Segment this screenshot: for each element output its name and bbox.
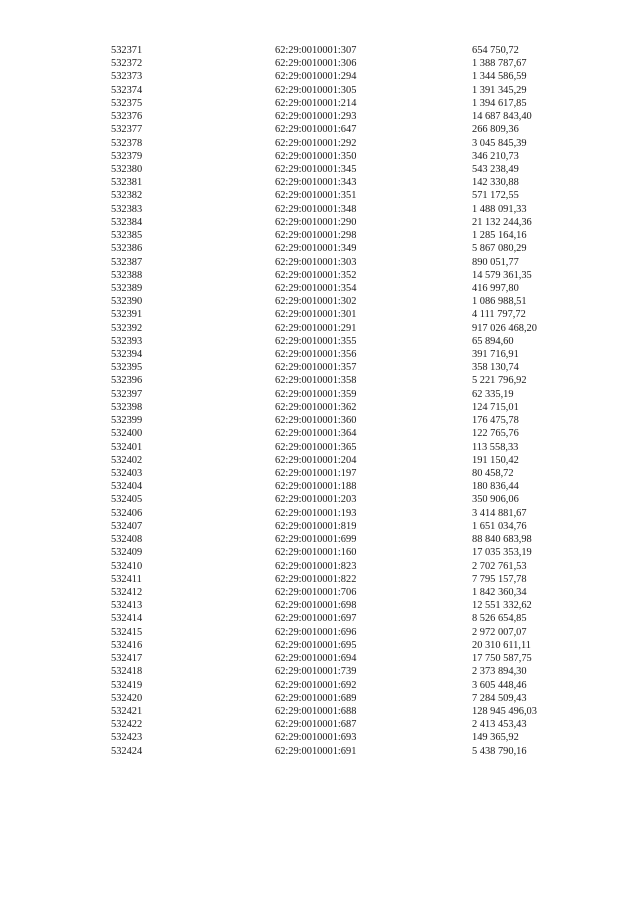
cadastral-number-cell: 62:29:0010001:355 — [275, 335, 357, 347]
cadastral-number-cell: 62:29:0010001:739 — [275, 666, 357, 678]
cadastral-value-cell: 5 221 796,92 — [472, 375, 527, 387]
cadastral-number-cell: 62:29:0010001:687 — [275, 719, 357, 731]
table-row — [0, 665, 640, 678]
cadastral-value-cell: 3 605 448,46 — [472, 679, 527, 691]
cadastral-number-cell: 62:29:0010001:822 — [275, 573, 357, 585]
row-number-cell: 532372 — [111, 58, 143, 70]
cadastral-value-cell: 80 458,72 — [472, 468, 514, 479]
row-number-cell: 532385 — [111, 230, 143, 242]
table-row — [0, 573, 640, 586]
row-number-cell: 532395 — [111, 362, 143, 374]
cadastral-value-cell: 890 051,77 — [472, 256, 519, 268]
cadastral-number-cell: 62:29:0010001:698 — [275, 600, 357, 612]
cadastral-number-cell: 62:29:0010001:694 — [275, 653, 357, 665]
row-number-cell: 532394 — [111, 349, 143, 361]
table-row — [0, 639, 640, 652]
cadastral-number-cell: 62:29:0010001:188 — [275, 481, 357, 493]
cadastral-number-cell: 62:29:0010001:294 — [275, 71, 357, 83]
row-number-cell: 532410 — [111, 560, 143, 572]
table-row — [0, 150, 640, 163]
row-number-cell: 532424 — [111, 745, 143, 757]
cadastral-value-cell: 416 997,80 — [472, 282, 519, 294]
table-row — [0, 467, 640, 480]
cadastral-value-cell: 1 394 617,85 — [472, 97, 527, 109]
cadastral-number-cell: 62:29:0010001:688 — [275, 705, 357, 717]
cadastral-value-cell: 5 867 080,29 — [472, 243, 527, 255]
table-row — [0, 560, 640, 573]
table-row — [0, 652, 640, 665]
cadastral-number-cell: 62:29:0010001:351 — [275, 190, 357, 202]
cadastral-value-cell: 65 894,60 — [472, 335, 514, 347]
cadastral-value-cell: 3 045 845,39 — [472, 137, 527, 149]
table-row — [0, 493, 640, 506]
row-number-cell: 532397 — [111, 388, 143, 400]
cadastral-value-cell: 1 086 988,51 — [472, 296, 527, 308]
cadastral-number-cell: 62:29:0010001:365 — [275, 441, 357, 453]
cadastral-number-cell: 62:29:0010001:214 — [275, 97, 357, 109]
table-row — [0, 480, 640, 493]
cadastral-value-cell: 180 836,44 — [472, 481, 519, 493]
row-number-cell: 532407 — [111, 520, 143, 532]
row-number-cell: 532376 — [111, 111, 143, 123]
table-row — [0, 731, 640, 744]
table-row — [0, 242, 640, 255]
cadastral-number-cell: 62:29:0010001:350 — [275, 150, 357, 162]
row-number-cell: 532405 — [111, 494, 143, 506]
cadastral-number-cell: 62:29:0010001:697 — [275, 613, 357, 625]
cadastral-value-cell: 2 413 453,43 — [472, 719, 527, 731]
row-number-cell: 532403 — [111, 468, 143, 479]
cadastral-value-cell: 176 475,78 — [472, 415, 519, 427]
cadastral-number-cell: 62:29:0010001:292 — [275, 137, 357, 149]
table-row — [0, 70, 640, 83]
cadastral-number-cell: 62:29:0010001:691 — [275, 745, 357, 757]
row-number-cell: 532402 — [111, 454, 143, 466]
cadastral-number-cell: 62:29:0010001:358 — [275, 375, 357, 387]
cadastral-value-cell: 17 750 587,75 — [472, 653, 532, 665]
cadastral-value-cell: 1 285 164,16 — [472, 230, 527, 242]
row-number-cell: 532414 — [111, 613, 143, 625]
cadastral-number-cell: 62:29:0010001:356 — [275, 349, 357, 361]
table-row — [0, 282, 640, 295]
row-number-cell: 532387 — [111, 256, 143, 268]
table-row — [0, 626, 640, 639]
cadastral-value-cell: 21 132 244,36 — [472, 216, 532, 228]
cadastral-number-cell: 62:29:0010001:160 — [275, 547, 357, 559]
table-row — [0, 507, 640, 520]
table-row — [0, 612, 640, 625]
cadastral-number-cell: 62:29:0010001:354 — [275, 282, 357, 294]
cadastral-number-cell: 62:29:0010001:293 — [275, 111, 357, 123]
cadastral-value-cell: 7 284 509,43 — [472, 692, 527, 704]
cadastral-number-cell: 62:29:0010001:689 — [275, 692, 357, 704]
cadastral-number-cell: 62:29:0010001:203 — [275, 494, 357, 506]
table-row — [0, 308, 640, 321]
table-row — [0, 110, 640, 123]
table-row — [0, 163, 640, 176]
cadastral-value-cell: 113 558,33 — [472, 441, 519, 453]
cadastral-number-cell: 62:29:0010001:302 — [275, 296, 357, 308]
cadastral-number-cell: 62:29:0010001:696 — [275, 626, 357, 638]
table-row — [0, 374, 640, 387]
row-number-cell: 532380 — [111, 163, 143, 175]
table-row — [0, 137, 640, 150]
table-row — [0, 414, 640, 427]
table-row — [0, 229, 640, 242]
cadastral-number-cell: 62:29:0010001:695 — [275, 639, 357, 651]
cadastral-value-cell: 391 716,91 — [472, 349, 519, 361]
cadastral-number-cell: 62:29:0010001:343 — [275, 177, 357, 189]
cadastral-value-cell: 20 310 611,11 — [472, 639, 531, 651]
cadastral-value-cell: 4 111 797,72 — [472, 309, 526, 321]
row-number-cell: 532377 — [111, 124, 143, 136]
cadastral-value-cell: 350 906,06 — [472, 494, 519, 506]
table-row — [0, 44, 640, 57]
cadastral-number-cell: 62:29:0010001:348 — [275, 203, 357, 215]
table-row — [0, 97, 640, 110]
cadastral-number-cell: 62:29:0010001:647 — [275, 124, 357, 136]
table-row — [0, 176, 640, 189]
cadastral-value-cell: 128 945 496,03 — [472, 705, 537, 717]
row-number-cell: 532400 — [111, 428, 143, 440]
row-number-cell: 532412 — [111, 586, 143, 598]
cadastral-value-cell: 122 765,76 — [472, 428, 519, 440]
table-row — [0, 401, 640, 414]
row-number-cell: 532383 — [111, 203, 143, 215]
row-number-cell: 532382 — [111, 190, 143, 202]
cadastral-number-cell: 62:29:0010001:362 — [275, 401, 357, 413]
table-row — [0, 520, 640, 533]
cadastral-value-cell: 1 842 360,34 — [472, 586, 527, 598]
cadastral-value-cell: 2 972 007,07 — [472, 626, 527, 638]
row-number-cell: 532409 — [111, 547, 143, 559]
cadastral-value-cell: 1 488 091,33 — [472, 203, 527, 215]
cadastral-number-cell: 62:29:0010001:699 — [275, 534, 357, 546]
cadastral-number-cell: 62:29:0010001:349 — [275, 243, 357, 255]
table-row — [0, 599, 640, 612]
table-row — [0, 216, 640, 229]
table-row — [0, 546, 640, 559]
cadastral-value-cell: 1 391 345,29 — [472, 84, 527, 96]
cadastral-number-cell: 62:29:0010001:307 — [275, 45, 357, 56]
cadastral-number-cell: 62:29:0010001:305 — [275, 84, 357, 96]
row-number-cell: 532375 — [111, 97, 143, 109]
table-row — [0, 679, 640, 692]
row-number-cell: 532413 — [111, 600, 143, 612]
cadastral-value-cell: 2 373 894,30 — [472, 666, 527, 678]
cadastral-value-cell: 1 388 787,67 — [472, 58, 527, 70]
row-number-cell: 532381 — [111, 177, 143, 189]
cadastral-number-cell: 62:29:0010001:193 — [275, 507, 357, 519]
cadastral-value-cell: 12 551 332,62 — [472, 600, 532, 612]
cadastral-value-cell: 191 150,42 — [472, 454, 519, 466]
cadastral-value-cell: 654 750,72 — [472, 45, 519, 56]
cadastral-value-cell: 62 335,19 — [472, 388, 514, 400]
cadastral-number-cell: 62:29:0010001:303 — [275, 256, 357, 268]
row-number-cell: 532391 — [111, 309, 143, 321]
cadastral-value-table — [0, 44, 640, 758]
table-row — [0, 84, 640, 97]
cadastral-value-cell: 124 715,01 — [472, 401, 519, 413]
row-number-cell: 532418 — [111, 666, 143, 678]
table-row — [0, 454, 640, 467]
table-row — [0, 189, 640, 202]
cadastral-number-cell: 62:29:0010001:306 — [275, 58, 357, 70]
row-number-cell: 532379 — [111, 150, 143, 162]
table-row — [0, 335, 640, 348]
cadastral-number-cell: 62:29:0010001:359 — [275, 388, 357, 400]
row-number-cell: 532421 — [111, 705, 143, 717]
cadastral-value-cell: 1 651 034,76 — [472, 520, 527, 532]
cadastral-number-cell: 62:29:0010001:692 — [275, 679, 357, 691]
table-row — [0, 745, 640, 758]
row-number-cell: 532393 — [111, 335, 143, 347]
cadastral-number-cell: 62:29:0010001:290 — [275, 216, 357, 228]
row-number-cell: 532398 — [111, 401, 143, 413]
cadastral-value-cell: 543 238,49 — [472, 163, 519, 175]
cadastral-value-cell: 7 795 157,78 — [472, 573, 527, 585]
table-row — [0, 269, 640, 282]
row-number-cell: 532408 — [111, 534, 143, 546]
row-number-cell: 532415 — [111, 626, 143, 638]
row-number-cell: 532389 — [111, 282, 143, 294]
table-row — [0, 322, 640, 335]
table-row — [0, 57, 640, 70]
cadastral-number-cell: 62:29:0010001:823 — [275, 560, 357, 572]
cadastral-number-cell: 62:29:0010001:345 — [275, 163, 357, 175]
cadastral-value-cell: 14 579 361,35 — [472, 269, 532, 281]
cadastral-value-cell: 5 438 790,16 — [472, 745, 527, 757]
row-number-cell: 532386 — [111, 243, 143, 255]
cadastral-value-cell: 571 172,55 — [472, 190, 519, 202]
row-number-cell: 532422 — [111, 719, 143, 731]
row-number-cell: 532373 — [111, 71, 143, 83]
row-number-cell: 532416 — [111, 639, 143, 651]
cadastral-number-cell: 62:29:0010001:357 — [275, 362, 357, 374]
row-number-cell: 532384 — [111, 216, 143, 228]
table-row — [0, 361, 640, 374]
cadastral-value-cell: 14 687 843,40 — [472, 111, 532, 123]
row-number-cell: 532396 — [111, 375, 143, 387]
cadastral-number-cell: 62:29:0010001:298 — [275, 230, 357, 242]
row-number-cell: 532388 — [111, 269, 143, 281]
row-number-cell: 532420 — [111, 692, 143, 704]
row-number-cell: 532399 — [111, 415, 143, 427]
table-row — [0, 203, 640, 216]
cadastral-number-cell: 62:29:0010001:693 — [275, 732, 357, 744]
row-number-cell: 532419 — [111, 679, 143, 691]
row-number-cell: 532406 — [111, 507, 143, 519]
cadastral-number-cell: 62:29:0010001:364 — [275, 428, 357, 440]
table-row — [0, 388, 640, 401]
table-row — [0, 427, 640, 440]
cadastral-value-cell: 2 702 761,53 — [472, 560, 527, 572]
cadastral-value-cell: 917 026 468,20 — [472, 322, 537, 334]
cadastral-number-cell: 62:29:0010001:197 — [275, 468, 357, 479]
table-row — [0, 533, 640, 546]
cadastral-value-cell: 1 344 586,59 — [472, 71, 527, 83]
cadastral-value-cell: 8 526 654,85 — [472, 613, 527, 625]
row-number-cell: 532411 — [111, 573, 142, 585]
row-number-cell: 532390 — [111, 296, 143, 308]
cadastral-value-cell: 149 365,92 — [472, 732, 519, 744]
table-row — [0, 441, 640, 454]
row-number-cell: 532417 — [111, 653, 143, 665]
cadastral-number-cell: 62:29:0010001:352 — [275, 269, 357, 281]
cadastral-value-cell: 17 035 353,19 — [472, 547, 532, 559]
cadastral-number-cell: 62:29:0010001:291 — [275, 322, 357, 334]
table-row — [0, 123, 640, 136]
row-number-cell: 532401 — [111, 441, 143, 453]
cadastral-number-cell: 62:29:0010001:301 — [275, 309, 357, 321]
cadastral-value-cell: 358 130,74 — [472, 362, 519, 374]
row-number-cell: 532423 — [111, 732, 143, 744]
cadastral-value-cell: 266 809,36 — [472, 124, 519, 136]
row-number-cell: 532404 — [111, 481, 143, 493]
row-number-cell: 532392 — [111, 322, 143, 334]
cadastral-number-cell: 62:29:0010001:819 — [275, 520, 357, 532]
table-row — [0, 718, 640, 731]
row-number-cell: 532378 — [111, 137, 143, 149]
table-row — [0, 705, 640, 718]
table-row — [0, 692, 640, 705]
cadastral-value-cell: 142 330,88 — [472, 177, 519, 189]
row-number-cell: 532374 — [111, 84, 143, 96]
row-number-cell: 532371 — [111, 45, 143, 56]
cadastral-number-cell: 62:29:0010001:706 — [275, 586, 357, 598]
cadastral-value-cell: 88 840 683,98 — [472, 534, 532, 546]
cadastral-number-cell: 62:29:0010001:360 — [275, 415, 357, 427]
table-row — [0, 348, 640, 361]
cadastral-value-cell: 3 414 881,67 — [472, 507, 527, 519]
table-row — [0, 586, 640, 599]
table-row — [0, 256, 640, 269]
cadastral-value-cell: 346 210,73 — [472, 150, 519, 162]
cadastral-number-cell: 62:29:0010001:204 — [275, 454, 357, 466]
table-row — [0, 295, 640, 308]
